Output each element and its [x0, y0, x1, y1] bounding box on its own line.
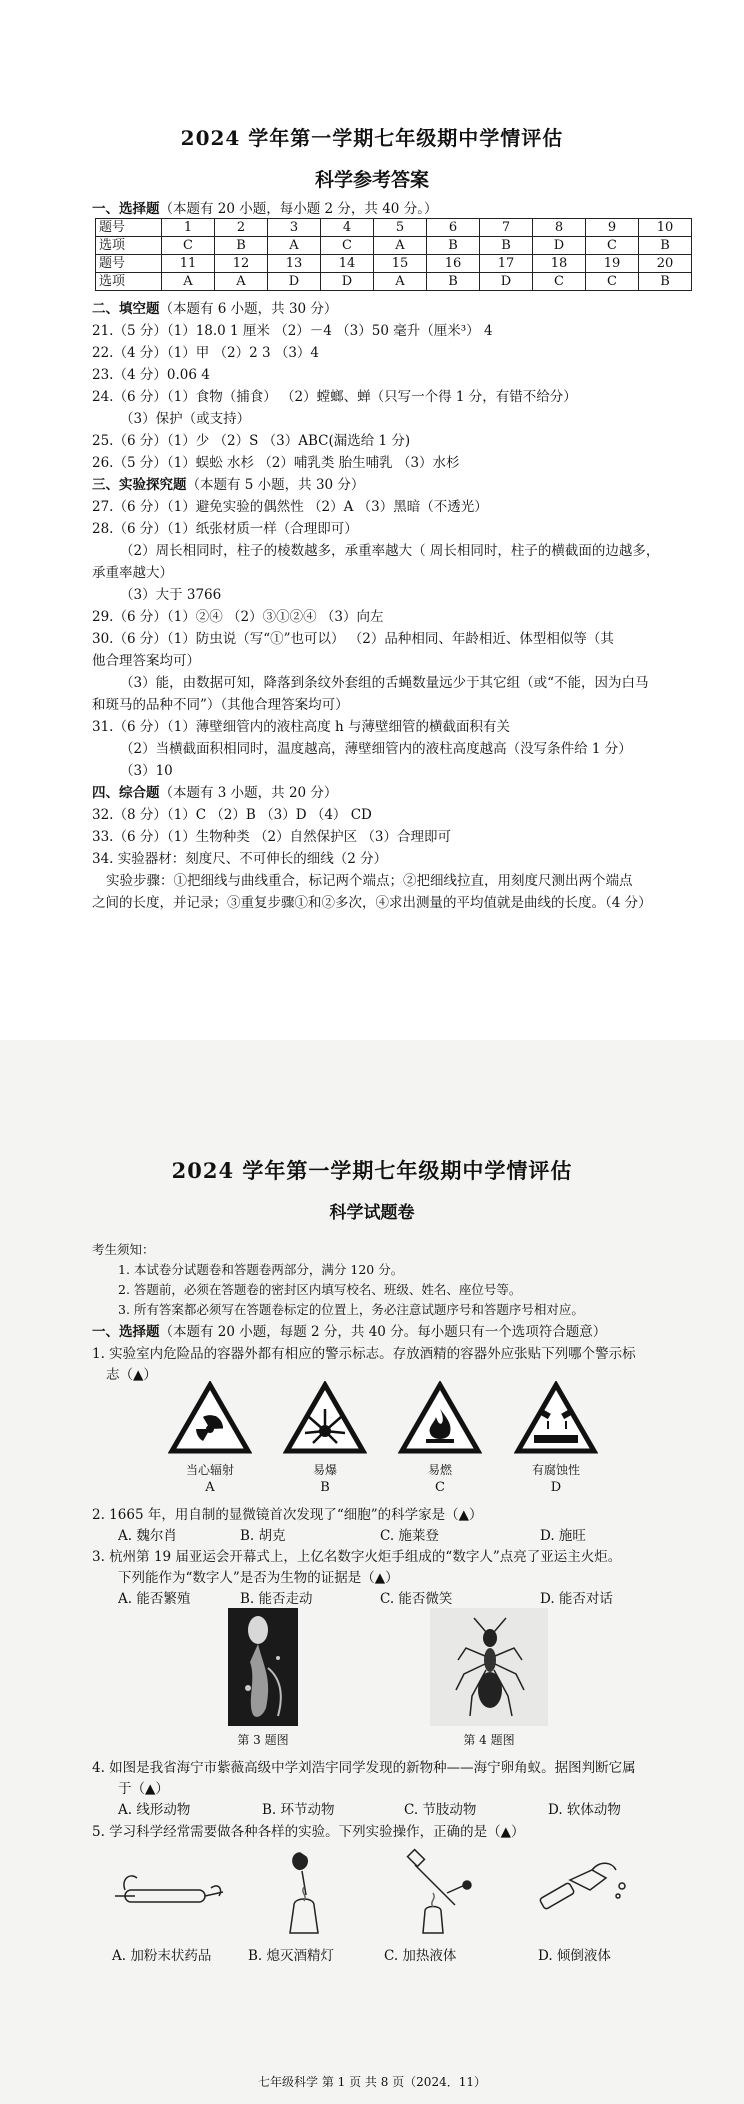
table-row [96, 237, 692, 255]
cell: 4 [321, 219, 374, 237]
explosion-warning-icon [283, 1381, 367, 1455]
answer-29: 29.（6 分）（1）②④ （2）③①②④ （3）向左 [92, 609, 384, 625]
table-row [96, 255, 692, 273]
cell: C [533, 273, 586, 291]
answer-28: 28.（6 分）（1）纸张材质一样（合理即可） [92, 521, 358, 537]
sign-a-letter: A [205, 1480, 215, 1495]
table-row [96, 273, 692, 291]
answer-33: 33.（6 分）（1）生物种类 （2）自然保护区 （3）合理即可 [92, 829, 451, 845]
answer-32: 32.（8 分）（1）C （2）B （3）D （4） CD [92, 807, 372, 823]
cell: B [639, 273, 692, 291]
question-1: 1. 实验室内危险品的容器外都有相应的警示标志。存放酒精的容器外应张贴下列哪个警示标 [92, 1346, 636, 1362]
answer-31: 31.（6 分）（1）薄壁细管内的液柱高度 h 与薄壁细管的横截面积有关 [92, 719, 510, 735]
page-footer: 七年级科学 第 1 页 共 8 页（2024．11） [258, 2075, 486, 2089]
q5-option-a: A. 加粉末状药品 [112, 1948, 212, 1964]
section4-heading [92, 781, 337, 801]
cell: 17 [480, 255, 533, 273]
q5-option-c: C. 加热液体 [384, 1948, 457, 1964]
q3-option-c: C. 能否微笑 [380, 1591, 453, 1607]
exam-title: 2024 学年第一学期七年级期中学情评估 [171, 1158, 573, 1183]
cell: 8 [533, 219, 586, 237]
exam-subtitle: 科学试题卷 [329, 1203, 415, 1223]
answer-25: 25.（6 分）（1）少 （2）S （3）ABC(漏选给 1 分) [92, 433, 411, 449]
answer-26: 26.（5 分）（1）蜈蚣 水杉 （2）哺乳类 胎生哺乳 （3）水杉 [92, 455, 460, 471]
flammable-warning-icon [398, 1381, 482, 1455]
cell: 20 [639, 255, 692, 273]
sign-a-caption: 当心辐射 [185, 1463, 234, 1477]
row-label: 题号 [96, 219, 162, 237]
section2-title: 二、填空题 [92, 301, 160, 317]
answer-34-cont: 实验步骤：①把细线与曲线重合，标记两个端点；②把细线拉直，用刻度尺测出两个端点 [106, 873, 633, 889]
cell: 5 [374, 219, 427, 237]
answer-key-page [0, 0, 744, 1040]
powder-adding-illustration [115, 1860, 225, 1930]
cell: 7 [480, 219, 533, 237]
answer-table [95, 218, 692, 291]
figure-3-torch-photo [228, 1608, 298, 1726]
cell: 2 [215, 219, 268, 237]
figure-4-ant-photo [430, 1608, 548, 1726]
answer-23: 23.（4 分）0.06 4 [92, 367, 210, 383]
cell: A [268, 237, 321, 255]
sign-d-caption: 有腐蚀性 [531, 1463, 580, 1477]
answer-28-cont3: （3）大于 3766 [120, 587, 222, 603]
q4-option-b: B. 环节动物 [262, 1802, 335, 1818]
answer-key-subtitle: 科学参考答案 [314, 169, 429, 191]
section3-heading [92, 473, 364, 493]
question-3: 3. 杭州第 19 届亚运会开幕式上，上亿名数字火炬手组成的“数字人”点亮了亚运主火炬。 [92, 1549, 622, 1565]
pouring-liquid-illustration [530, 1850, 630, 1930]
cell: D [480, 273, 533, 291]
cell: 6 [427, 219, 480, 237]
exam-section1-heading [92, 1320, 606, 1340]
q3-option-a: A. 能否繁殖 [118, 1591, 191, 1607]
answer-21: 21.（5 分）（1）18.0 1 厘米 （2）－4 （3）50 毫升（厘米³） 4 [92, 323, 493, 339]
cell: B [639, 237, 692, 255]
cell: 3 [268, 219, 321, 237]
q2-option-c: C. 施莱登 [380, 1528, 439, 1544]
cell: C [586, 273, 639, 291]
table-row [96, 219, 692, 237]
cell: 14 [321, 255, 374, 273]
question-2: 2. 1665 年，用自制的显微镜首次发现了“细胞”的科学家是（▲） [92, 1507, 483, 1523]
sign-d-letter: D [550, 1480, 562, 1495]
cell: C [162, 237, 215, 255]
answer-30-cont2: （3）能，由数据可知，降落到条纹外套组的舌蝇数量远少于其它组（或“不能，因为白马 [120, 675, 649, 691]
extinguish-lamp-illustration [270, 1845, 340, 1940]
cell: B [480, 237, 533, 255]
answer-31-cont2: （3）10 [120, 763, 173, 779]
exam-section1-title: 一、选择题 [92, 1324, 160, 1340]
answer-28-cont: （2）周长相同时，柱子的棱数越多，承重率越大（ 周长相同时，柱子的横截面的边越多， [120, 543, 660, 559]
answer-30-cont: 他合理答案均可） [92, 653, 200, 669]
cell: A [374, 273, 427, 291]
answer-24-cont: （3）保护（或支持） [120, 411, 251, 427]
question-4-cont: 于（▲） [118, 1781, 169, 1797]
sign-c-letter: C [435, 1480, 445, 1495]
q4-option-d: D. 软体动物 [548, 1802, 621, 1818]
cell: A [215, 273, 268, 291]
cell: C [321, 237, 374, 255]
row-label: 选项 [96, 237, 162, 255]
question-1-cont: 志（▲） [106, 1367, 157, 1383]
notice-2: 2. 答题前，必须在答题卷的密封区内填写校名、班级、姓名、座位号等。 [118, 1282, 522, 1297]
exam-section1-note: （本题有 20 小题，每题 2 分，共 40 分。每小题只有一个选项符合题意） [159, 1324, 607, 1340]
q3-option-d: D. 能否对话 [540, 1591, 613, 1607]
notice-1: 1. 本试卷分试题卷和答题卷两部分，满分 120 分。 [118, 1262, 404, 1277]
sign-c-caption: 易燃 [427, 1463, 452, 1477]
q2-option-b: B. 胡克 [240, 1528, 286, 1544]
row-label: 选项 [96, 273, 162, 291]
cell: 19 [586, 255, 639, 273]
figure-3-caption: 第 3 题图 [237, 1733, 289, 1747]
cell: D [268, 273, 321, 291]
cell: C [586, 237, 639, 255]
cell: 10 [639, 219, 692, 237]
radiation-warning-icon [168, 1381, 252, 1455]
cell: 12 [215, 255, 268, 273]
question-5: 5. 学习科学经常需要做各种各样的实验。下列实验操作，正确的是（▲） [92, 1824, 525, 1840]
answer-34: 34. 实验器材：刻度尺、不可伸长的细线（2 分） [92, 851, 388, 867]
answer-30-cont3: 和斑马的品种不同”）（其他合理答案均可） [92, 697, 349, 713]
cell: A [162, 273, 215, 291]
q5-option-d: D. 倾倒液体 [538, 1948, 611, 1964]
corrosive-warning-icon [514, 1381, 598, 1455]
question-3-cont: 下列能作为“数字人”是否为生物的证据是（▲） [118, 1570, 399, 1586]
section3-title: 三、实验探究题 [92, 477, 187, 493]
cell: B [427, 273, 480, 291]
cell: A [374, 237, 427, 255]
cell: D [321, 273, 374, 291]
cell: 16 [427, 255, 480, 273]
answer-31-cont: （2）当横截面积相同时，温度越高，薄壁细管内的液柱高度越高（没写条件给 1 分） [120, 741, 632, 757]
section1-note: （本题有 20 小题，每小题 2 分，共 40 分。） [159, 201, 438, 217]
cell: B [427, 237, 480, 255]
cell: 13 [268, 255, 321, 273]
cell: 11 [162, 255, 215, 273]
q2-option-a: A. 魏尔肖 [118, 1528, 177, 1544]
answer-28-cont2: 承重率越大） [92, 565, 173, 581]
answer-key-title: 2024 学年第一学期七年级期中学情评估 [180, 126, 564, 150]
row-label: 题号 [96, 255, 162, 273]
question-4: 4. 如图是我省海宁市紫薇高级中学刘浩宇同学发现的新物种——海宁卵角蚁。据图判断它属 [92, 1760, 636, 1776]
cell: 15 [374, 255, 427, 273]
answer-34-cont2: 之间的长度，并记录；③重复步骤①和②多次，④求出测量的平均值就是曲线的长度。（4 分） [92, 895, 652, 911]
section1-title: 一、选择题 [92, 201, 160, 217]
section2-note: （本题有 6 小题，共 30 分） [159, 301, 338, 317]
answer-22: 22.（4 分）（1）甲 （2）2 3 （3）4 [92, 345, 320, 361]
section2-heading [92, 297, 337, 317]
q3-option-b: B. 能否走动 [240, 1591, 313, 1607]
sign-b-caption: 易爆 [312, 1463, 337, 1477]
sign-b-letter: B [320, 1480, 330, 1495]
answer-24: 24.（6 分）（1）食物（捕食） （2）螳螂、蝉（只写一个得 1 分，有错不给分） [92, 389, 577, 405]
cell: D [533, 237, 586, 255]
figure-4-caption: 第 4 题图 [463, 1733, 515, 1747]
cell: B [215, 237, 268, 255]
section4-title: 四、综合题 [92, 785, 160, 801]
notice-title: 考生须知： [92, 1242, 155, 1257]
q4-option-c: C. 节肢动物 [404, 1802, 477, 1818]
notice-3: 3. 所有答案都必须写在答题卷标定的位置上，务必注意试题序号和答题序号相对应。 [118, 1302, 584, 1317]
cell: 18 [533, 255, 586, 273]
heating-liquid-illustration [395, 1845, 485, 1940]
section1-heading [92, 197, 437, 217]
answer-27: 27.（6 分）（1）避免实验的偶然性 （2）A （3）黑暗（不透光） [92, 499, 488, 515]
section4-note: （本题有 3 小题，共 20 分） [159, 785, 338, 801]
q2-option-d: D. 施旺 [540, 1528, 586, 1544]
section3-note: （本题有 5 小题，共 30 分） [186, 477, 365, 493]
q4-option-a: A. 线形动物 [118, 1802, 191, 1818]
cell: 1 [162, 219, 215, 237]
cell: 9 [586, 219, 639, 237]
q5-option-b: B. 熄灭酒精灯 [248, 1948, 335, 1964]
answer-30: 30.（6 分）（1）防虫说（写“①”也可以） （2）品种相同、年龄相近、体型相似等（其 [92, 631, 614, 647]
